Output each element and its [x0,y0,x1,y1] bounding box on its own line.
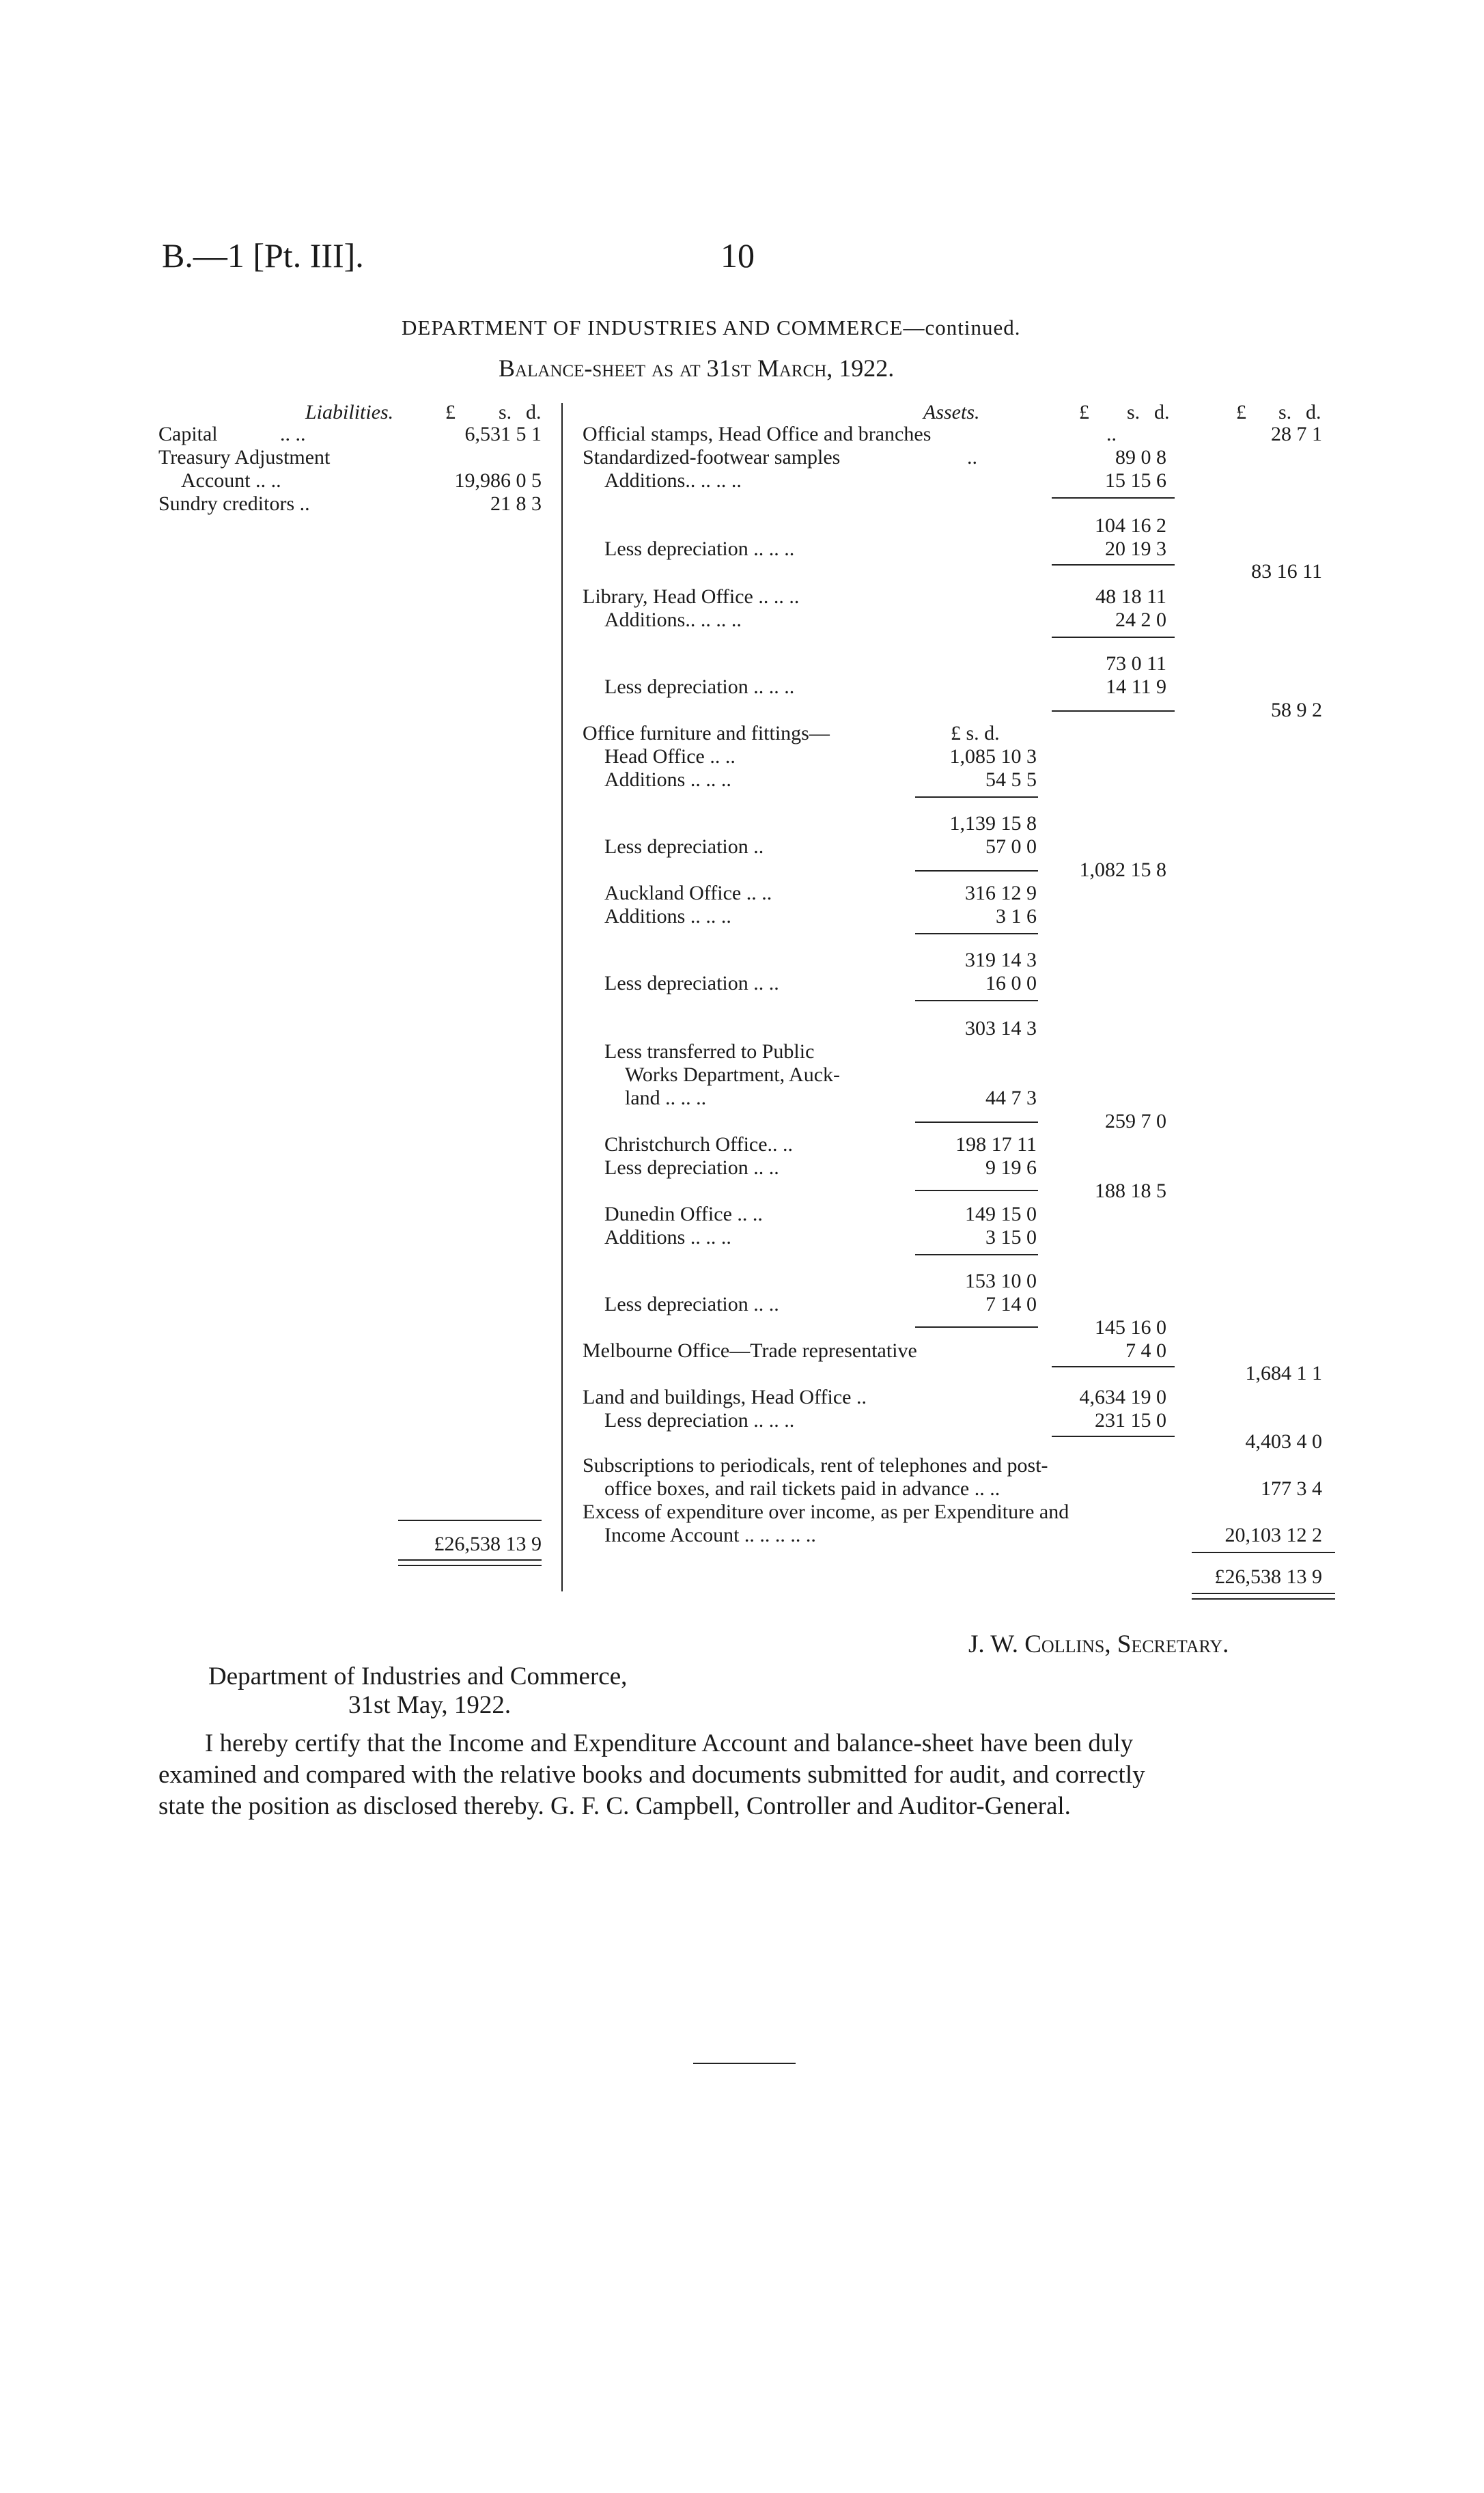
asset-auckland-transfer-c1: 44 7 3 [985,1087,1037,1109]
asset-melbourne-office: Melbourne Office—Trade representative [583,1339,917,1362]
asset-library-depreciation: Less depreciation .. .. .. [604,676,795,698]
asset-dunedin-depreciation-c1: 7 14 0 [985,1293,1037,1315]
asset-c3-pound: £ [1236,401,1246,423]
liab-total-rule [398,1520,542,1521]
asset-dunedin-office: Dunedin Office .. .. [604,1203,763,1225]
asset-c2-pound: £ [1079,401,1089,423]
asset-excess-expenditure: Excess of expenditure over income, as per Expenditure and [583,1501,1069,1523]
asset-land-buildings: Land and buildings, Head Office .. [583,1386,867,1408]
asset-library-additions: Additions.. .. .. .. [604,609,742,631]
liab-total-double-rule [398,1559,542,1566]
asset-furniture-depreciation: Less depreciation .. [604,835,764,858]
asset-c3-shilling: s. [1278,401,1292,423]
closing-rule [693,2063,796,2064]
asset-library-subtotal: 73 0 11 [1106,652,1166,675]
asset-land-buildings-c2: 4,634 19 0 [1079,1386,1166,1408]
rule [1052,637,1175,638]
sundry-creditors-label: Sundry creditors .. [158,492,310,515]
capital-leader: .. .. [280,423,306,445]
page-number: 10 [720,236,755,275]
asset-land-depreciation: Less depreciation .. .. .. [604,1409,795,1432]
asset-excess-c3: 20,103 12 2 [1224,1524,1322,1546]
asset-furniture-column-heading: £ s. d. [951,722,1000,744]
asset-furniture-depreciation-c1: 57 0 0 [985,835,1037,858]
asset-footwear-additions: Additions.. .. .. .. [604,469,742,492]
asset-subscriptions-c3: 177 3 4 [1261,1477,1322,1500]
report-reference: B.—1 [Pt. III]. [162,236,364,275]
treasury-label-cont: Account .. .. [181,469,281,492]
liab-pound-heading: £ [445,401,456,423]
rule [1052,564,1175,566]
asset-furniture-subtotal: 1,139 15 8 [949,812,1037,835]
asset-auckland-transfer-cont: Works Department, Auck- [625,1063,840,1086]
secretary-signature: J. W. Collins, Secretary. [968,1630,1229,1658]
asset-auckland-net: 259 7 0 [1105,1110,1166,1132]
asset-official-stamps-c3: 28 7 1 [1271,423,1322,445]
asset-auckland-office-c1: 316 12 9 [965,882,1037,904]
rule [1052,1436,1175,1437]
asset-furniture-head-office: Head Office .. .. [604,745,736,768]
asset-christchurch-net: 188 18 5 [1095,1180,1166,1202]
rule [915,1254,1038,1255]
footer-department: Department of Industries and Commerce, [208,1662,628,1690]
asset-subscriptions-cont: office boxes, and rail tickets paid in advance .. .. [604,1477,1000,1500]
assets-heading: Assets. [923,401,980,423]
treasury-amount: 19,986 0 5 [454,469,542,492]
certification-line-2: examined and compared with the relative books and documents submitted for audit, and correctly [158,1761,1145,1789]
certification-line-1: I hereby certify that the Income and Expenditure Account and balance-sheet have been duly [205,1729,1134,1757]
asset-furniture-additions-c1: 54 5 5 [985,768,1037,791]
rule [915,796,1038,798]
asset-furniture-total: 1,684 1 1 [1245,1362,1322,1384]
asset-christchurch-c1: 198 17 11 [955,1133,1037,1156]
asset-auckland-after-depreciation: 303 14 3 [965,1017,1037,1040]
asset-auckland-additions: Additions .. .. .. [604,905,731,928]
asset-dunedin-additions-c1: 3 15 0 [985,1226,1037,1249]
asset-auckland-office: Auckland Office .. .. [604,882,772,904]
asset-footwear-leader: .. [967,446,977,469]
asset-auckland-transfer-end: land .. .. .. [625,1087,707,1109]
asset-official-stamps: Official stamps, Head Office and branches [583,423,932,445]
rule [1052,710,1175,712]
footer-date: 31st May, 1922. [348,1691,512,1719]
asset-land-depreciation-c2: 231 15 0 [1095,1409,1166,1432]
rule [915,1326,1038,1328]
capital-amount: 6,531 5 1 [464,423,542,445]
treasury-label: Treasury Adjustment [158,446,331,469]
rule [915,933,1038,934]
certification-line-3: state the position as disclosed thereby. G. F. C. Campbell, Controller and Auditor-General. [158,1792,1071,1820]
asset-auckland-additions-c1: 3 1 6 [996,905,1037,928]
asset-dunedin-depreciation: Less depreciation .. .. [604,1293,779,1315]
asset-furniture-head-office-net: 1,082 15 8 [1079,859,1166,881]
asset-c2-shilling: s. [1127,401,1140,423]
liabilities-heading: Liabilities. [305,401,394,423]
rule [1052,1366,1175,1367]
asset-auckland-depreciation: Less depreciation .. .. [604,972,779,994]
rule [915,1190,1038,1191]
liab-shilling-heading: s. [499,401,512,423]
asset-dunedin-subtotal: 153 10 0 [965,1270,1037,1292]
asset-footwear-additions-c2: 15 15 6 [1105,469,1166,492]
asset-auckland-subtotal: 319 14 3 [965,949,1037,971]
liabilities-total: £26,538 13 9 [434,1533,542,1555]
asset-office-furniture: Office furniture and fittings— [583,722,830,744]
asset-library-net: 58 9 2 [1271,699,1322,721]
asset-auckland-transfer: Less transferred to Public [604,1040,815,1063]
asset-subscriptions: Subscriptions to periodicals, rent of telephones and post- [583,1454,1048,1477]
asset-land-net: 4,403 4 0 [1245,1430,1322,1453]
rule [915,1122,1038,1123]
asset-footwear-samples: Standardized-footwear samples [583,446,841,469]
sundry-creditors-amount: 21 8 3 [490,492,542,515]
department-title: DEPARTMENT OF INDUSTRIES AND COMMERCE—continued. [402,316,1021,339]
asset-melbourne-c2: 7 4 0 [1125,1339,1166,1362]
asset-footwear-depreciation: Less depreciation .. .. .. [604,538,795,560]
asset-footwear-depreciation-c2: 20 19 3 [1105,538,1166,560]
asset-footwear-c2: 89 0 8 [1115,446,1166,469]
rule [915,1000,1038,1001]
liab-pence-heading: d. [526,401,542,423]
rule [1052,497,1175,499]
assets-total-rule [1192,1552,1335,1553]
asset-furniture-additions: Additions .. .. .. [604,768,731,791]
asset-library-depreciation-c2: 14 11 9 [1106,676,1166,698]
rule [915,870,1038,872]
asset-c2-pence: d. [1154,401,1170,423]
asset-christchurch-office: Christchurch Office.. .. [604,1133,794,1156]
asset-dunedin-net: 145 16 0 [1095,1316,1166,1339]
asset-christchurch-depreciation-c1: 9 19 6 [985,1156,1037,1179]
asset-christchurch-depreciation: Less depreciation .. .. [604,1156,779,1179]
asset-footwear-subtotal: 104 16 2 [1095,514,1166,537]
asset-footwear-net: 83 16 11 [1251,560,1322,583]
capital-label: Capital [158,423,218,445]
balance-sheet-title: Balance-sheet as at 31st March, 1922. [499,354,895,382]
asset-official-stamps-c2: .. [1106,423,1117,445]
assets-total-double-rule [1192,1593,1335,1600]
assets-total: £26,538 13 9 [1214,1565,1322,1588]
asset-library: Library, Head Office .. .. .. [583,585,800,608]
asset-dunedin-c1: 149 15 0 [965,1203,1037,1225]
asset-library-c2: 48 18 11 [1095,585,1166,608]
asset-library-additions-c2: 24 2 0 [1115,609,1166,631]
asset-dunedin-additions: Additions .. .. .. [604,1226,731,1249]
asset-c3-pence: d. [1306,401,1321,423]
asset-auckland-depreciation-c1: 16 0 0 [985,972,1037,994]
asset-excess-expenditure-cont: Income Account .. .. .. .. .. [604,1524,816,1546]
column-divider [561,403,563,1591]
asset-furniture-head-office-c1: 1,085 10 3 [949,745,1037,768]
